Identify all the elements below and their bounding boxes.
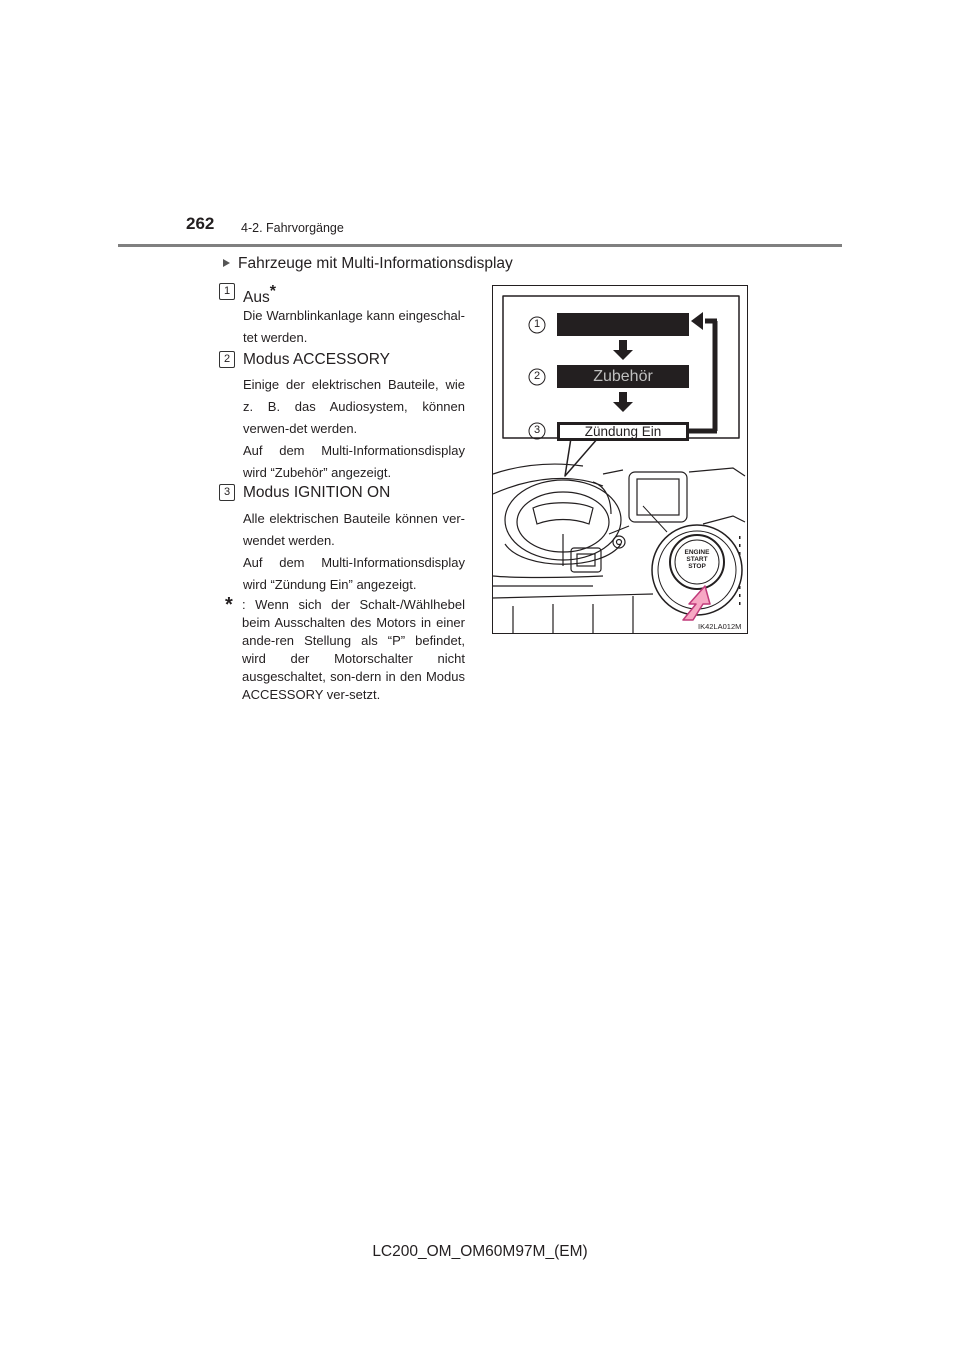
item-description: Auf dem Multi-Informationsdisplay wird “Zubehör” angezeigt.	[243, 443, 465, 480]
item-description: Alle elektrischen Bauteile können ver-wendet werden.	[243, 511, 465, 548]
engine-start-stop-button	[677, 549, 717, 570]
item-title-text: Aus	[243, 289, 270, 306]
item-description: Die Warnblinkanlage kann eingeschal-tet werden.	[243, 308, 465, 345]
display-zubehoer: Zubehör	[593, 368, 653, 385]
subsection-heading	[223, 255, 513, 273]
item-title-accessory: Modus ACCESSORY	[243, 351, 391, 368]
footnote-marker: *	[225, 594, 233, 616]
step-number: 1	[533, 318, 541, 330]
document-footer: LC200_OM_OM60M97M_(EM)	[372, 1243, 588, 1260]
display-zuendung-ein: Zündung Ein	[584, 424, 662, 439]
item-title-ignition-on: Modus IGNITION ON	[243, 484, 391, 501]
footnote-marker: *	[269, 283, 276, 300]
footnote-text: : Wenn sich der Schalt-/Wählhebel beim Ausschalten des Motors in einer ande-ren Stellung als “P” befindet, wird der Motorschalter nicht ausgeschaltet, son-dern in den Modus ACCESSORY ver-setzt.	[242, 597, 465, 702]
button-label-line: START	[686, 556, 708, 563]
step-display-text	[557, 313, 689, 336]
page-number: 262	[186, 214, 215, 233]
header-divider	[118, 244, 842, 247]
section-title: 4-2. Fahrvorgänge	[241, 221, 344, 235]
step-number: 2	[533, 370, 541, 382]
figure-illustration	[493, 286, 748, 634]
button-label-line: STOP	[688, 563, 706, 570]
step-number: 3	[533, 424, 541, 436]
footnote	[225, 596, 465, 704]
item-description: Auf dem Multi-Informationsdisplay wird “Zündung Ein” angezeigt.	[243, 555, 465, 592]
item-number-badge: 2	[219, 351, 235, 368]
subsection-heading-text: Fahrzeuge mit Multi-Informationsdisplay	[238, 255, 513, 272]
item-number-badge: 3	[219, 484, 235, 501]
triangle-bullet-icon	[223, 259, 230, 267]
item-title-off	[243, 283, 276, 307]
item-description: Einige der elektrischen Bauteile, wie z. B. das Audiosystem, können verwen-det werden.	[243, 377, 465, 436]
figure-code: IK42LA012M	[698, 622, 742, 631]
button-label-line: ENGINE	[684, 549, 710, 556]
item-number-badge: 1	[219, 283, 235, 300]
engine-switch-figure	[492, 285, 748, 634]
